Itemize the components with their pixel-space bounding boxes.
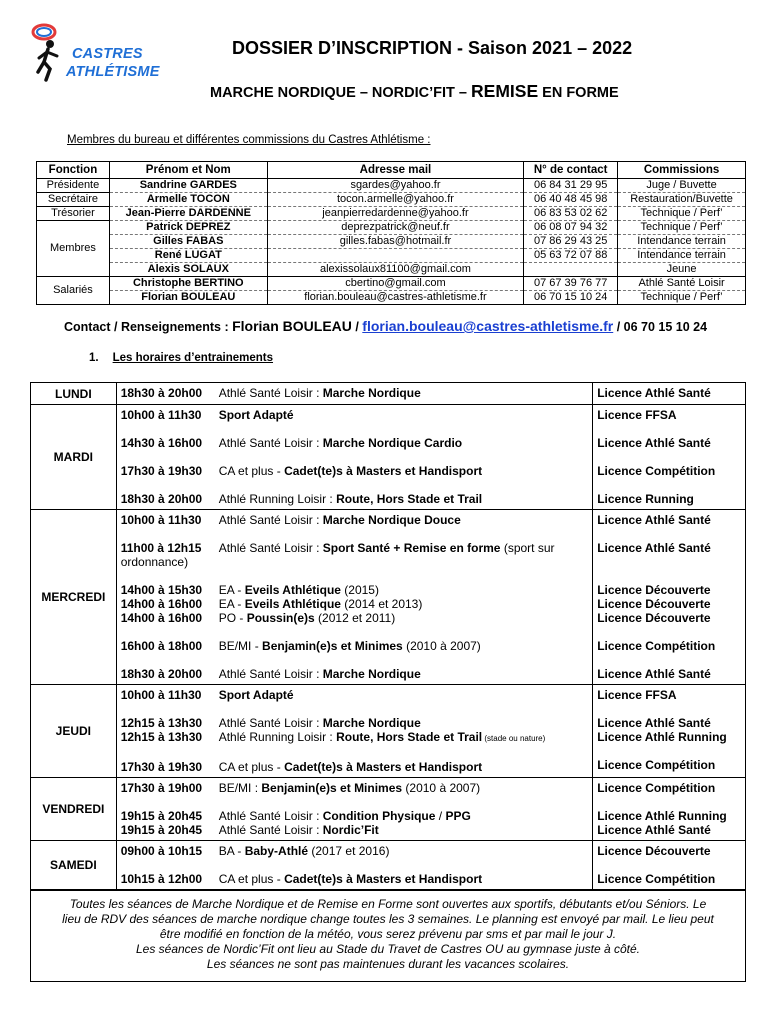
session bbox=[121, 667, 589, 681]
licence: Licence Compétition bbox=[597, 758, 716, 772]
sessions-cell bbox=[116, 841, 593, 890]
session-activity: Marche Nordique bbox=[322, 667, 421, 681]
licence: Licence Athlé Running bbox=[597, 809, 727, 823]
licence: Licence Découverte bbox=[597, 583, 711, 597]
contact-email-link[interactable]: florian.bouleau@castres-athletisme.fr bbox=[362, 318, 614, 334]
name-cell: Armelle TOCON bbox=[109, 193, 267, 207]
licence: Licence Compétition bbox=[597, 872, 716, 886]
session bbox=[121, 386, 589, 400]
email-cell: alexissolaux81100@gmail.com bbox=[267, 263, 524, 277]
session-label: CA et plus - bbox=[218, 872, 285, 886]
email-cell: tocon.armelle@yahoo.fr bbox=[267, 193, 524, 207]
table-row bbox=[37, 235, 746, 249]
session-label: Athlé Running Loisir : bbox=[218, 730, 337, 744]
session-note: (stade ou nature) bbox=[482, 734, 546, 743]
name-cell: René LUGAT bbox=[109, 249, 267, 263]
footer-line: Toutes les séances de Marche Nordique et de Remise en Forme sont ouvertes aux sportifs, débutants et/ou Séniors. Le bbox=[69, 897, 707, 911]
schedule-row bbox=[31, 841, 746, 890]
session-time: 10h00 à 11h30 bbox=[120, 688, 202, 702]
commission-cell: Juge / Buvette bbox=[618, 179, 746, 193]
session-label: EA - bbox=[218, 583, 245, 597]
phone-cell: 07 86 29 43 25 bbox=[524, 235, 618, 249]
schedule-row bbox=[31, 510, 746, 685]
session-time: 10h00 à 11h30 bbox=[120, 408, 202, 422]
session bbox=[121, 597, 589, 611]
document-subtitle bbox=[210, 81, 619, 102]
licence: Licence Running bbox=[597, 492, 694, 506]
session bbox=[121, 716, 589, 730]
session-activity: Marche Nordique bbox=[322, 716, 421, 730]
sessions-cell bbox=[116, 383, 593, 405]
commission-cell: Jeune bbox=[618, 263, 746, 277]
table-row bbox=[37, 263, 746, 277]
session-label: Athlé Santé Loisir : bbox=[218, 809, 323, 823]
footer-line: lieu de RDV des séances de marche nordique change toutes les 3 semaines. Le planning est envoyé par mail. Le lieu peut bbox=[62, 912, 714, 926]
licence: Licence FFSA bbox=[597, 408, 677, 422]
session-time: 14h00 à 16h00 bbox=[120, 597, 203, 611]
footer-notes bbox=[30, 890, 746, 982]
session-label: CA et plus - bbox=[218, 760, 285, 774]
licence: Licence Athlé Santé bbox=[597, 436, 711, 450]
section-number: 1. bbox=[89, 352, 99, 364]
licence-cell bbox=[593, 383, 746, 405]
licence: Licence Athlé Santé bbox=[597, 667, 711, 681]
name-cell: Alexis SOLAUX bbox=[109, 263, 267, 277]
phone-cell: 05 63 72 07 88 bbox=[524, 249, 618, 263]
contact-label: Contact / Renseignements : bbox=[64, 320, 233, 334]
session-activity: Cadet(te)s à Masters et Handisport bbox=[284, 464, 483, 478]
members-intro: Membres du bureau et différentes commissions du Castres Athlétisme : bbox=[67, 134, 431, 146]
footer-line: Les séances de Nordic’Fit ont lieu au Stade du Travet de Castres OU au gymnase juste à côté. bbox=[135, 942, 641, 956]
contact-sep: / bbox=[351, 320, 363, 334]
session-note: (2014 et 2013) bbox=[340, 597, 423, 611]
schedule-row bbox=[31, 383, 746, 405]
session-note: (2015) bbox=[340, 583, 379, 597]
licence: Licence Athlé Running bbox=[597, 730, 727, 744]
members-header-row bbox=[37, 162, 746, 179]
footer-line: être modifié en fonction de la météo, vous serez prévenu par sms et par mail le jour J. bbox=[159, 927, 617, 941]
header-email: Adresse mail bbox=[267, 162, 524, 179]
session-label: EA - bbox=[218, 597, 245, 611]
session-time: 17h30 à 19h30 bbox=[120, 760, 203, 774]
document-title: DOSSIER D’INSCRIPTION - Saison 2021 – 2022 bbox=[232, 38, 633, 58]
email-cell bbox=[267, 249, 524, 263]
session-label: Athlé Santé Loisir : bbox=[218, 667, 323, 681]
licence-cell bbox=[593, 510, 746, 685]
session-activity: Baby-Athlé bbox=[244, 844, 309, 858]
session-activity: Marche Nordique Cardio bbox=[322, 436, 463, 450]
licence: Licence Athlé Santé bbox=[597, 716, 711, 730]
session-label: Athlé Santé Loisir : bbox=[218, 716, 323, 730]
commission-cell: Restauration/Buvette bbox=[618, 193, 746, 207]
licence: Licence Athlé Santé bbox=[597, 386, 711, 400]
licence-cell bbox=[593, 841, 746, 890]
session-time: 18h30 à 20h00 bbox=[120, 492, 203, 506]
licence-cell bbox=[593, 778, 746, 841]
members-table bbox=[36, 161, 746, 305]
session-activity: Sport Adapté bbox=[218, 688, 294, 702]
header-commissions: Commissions bbox=[618, 162, 746, 179]
sessions-cell bbox=[116, 778, 593, 841]
table-row bbox=[37, 291, 746, 305]
session-time: 12h15 à 13h30 bbox=[120, 730, 203, 744]
session-activity: Sport Santé + Remise en forme bbox=[322, 541, 501, 555]
licence: Licence FFSA bbox=[597, 688, 677, 702]
email-cell: sgardes@yahoo.fr bbox=[267, 179, 524, 193]
section-title: Les horaires d’entrainements bbox=[112, 352, 274, 364]
day-vendredi: VENDREDI bbox=[31, 778, 117, 841]
licence: Licence Athlé Santé bbox=[597, 541, 711, 555]
fonction-cell: Secrétaire bbox=[37, 193, 110, 207]
session bbox=[121, 872, 589, 886]
schedule-row bbox=[31, 685, 746, 778]
fonction-cell: Trésorier bbox=[37, 207, 110, 221]
session bbox=[121, 611, 589, 625]
table-row bbox=[37, 193, 746, 207]
session-note: (2010 à 2007) bbox=[402, 781, 481, 795]
email-cell: florian.bouleau@castres-athletisme.fr bbox=[267, 291, 524, 305]
licence-cell bbox=[593, 685, 746, 778]
commission-cell: Athlé Santé Loisir bbox=[618, 277, 746, 291]
session-note: (2010 à 2007) bbox=[402, 639, 481, 653]
session-label: BE/MI : bbox=[218, 781, 262, 795]
session-note: (sport sur bbox=[500, 541, 555, 555]
header-nom: Prénom et Nom bbox=[109, 162, 267, 179]
header-fonction: Fonction bbox=[37, 162, 110, 179]
session bbox=[121, 730, 589, 746]
session-activity: PPG bbox=[445, 809, 471, 823]
licence: Licence Découverte bbox=[597, 611, 711, 625]
session-activity: Eveils Athlétique bbox=[244, 597, 341, 611]
day-samedi: SAMEDI bbox=[31, 841, 117, 890]
email-cell: gilles.fabas@hotmail.fr bbox=[267, 235, 524, 249]
session bbox=[121, 513, 589, 527]
sessions-cell bbox=[116, 510, 593, 685]
table-row bbox=[37, 207, 746, 221]
session-time: 14h00 à 15h30 bbox=[120, 583, 203, 597]
subtitle-part-b: REMISE bbox=[471, 81, 539, 101]
name-cell: Christophe BERTINO bbox=[109, 277, 267, 291]
name-cell: Florian BOULEAU bbox=[109, 291, 267, 305]
licence: Licence Compétition bbox=[597, 639, 716, 653]
phone-cell: 07 67 39 76 77 bbox=[524, 277, 618, 291]
session-time: 18h30 à 20h00 bbox=[120, 386, 203, 400]
session-activity: Cadet(te)s à Masters et Handisport bbox=[284, 872, 483, 886]
session-label: Athlé Santé Loisir : bbox=[218, 823, 323, 837]
session bbox=[121, 760, 589, 774]
session-label: BE/MI - bbox=[218, 639, 263, 653]
contact-line bbox=[64, 318, 707, 334]
name-cell: Jean-Pierre DARDENNE bbox=[109, 207, 267, 221]
fonction-cell: Membres bbox=[37, 221, 110, 277]
table-row bbox=[37, 179, 746, 193]
session-label: PO - bbox=[218, 611, 247, 625]
commission-cell: Technique / Perf’ bbox=[618, 207, 746, 221]
section-heading bbox=[89, 352, 273, 364]
commission-cell: Technique / Perf’ bbox=[618, 221, 746, 235]
session-time: 14h30 à 16h00 bbox=[120, 436, 203, 450]
day-jeudi: JEUDI bbox=[31, 685, 117, 778]
footer-line: Les séances ne sont pas maintenues durant les vacances scolaires. bbox=[206, 957, 570, 971]
phone-cell: 06 70 15 10 24 bbox=[524, 291, 618, 305]
phone-cell bbox=[524, 263, 618, 277]
licence: Licence Athlé Santé bbox=[597, 513, 711, 527]
session bbox=[121, 492, 589, 506]
session bbox=[121, 583, 589, 597]
session-time: 18h30 à 20h00 bbox=[120, 667, 203, 681]
session-label: Athlé Santé Loisir : bbox=[218, 436, 323, 450]
commission-cell: Intendance terrain bbox=[618, 249, 746, 263]
licence-cell bbox=[593, 405, 746, 510]
session bbox=[121, 541, 589, 555]
session-note: (2017 et 2016) bbox=[308, 844, 390, 858]
email-cell: cbertino@gmail.com bbox=[267, 277, 524, 291]
session-time: 19h15 à 20h45 bbox=[120, 809, 203, 823]
session-note: (2012 et 2011) bbox=[314, 611, 396, 625]
session-time: 17h30 à 19h00 bbox=[120, 781, 203, 795]
session-sep: / bbox=[435, 809, 446, 823]
commission-cell: Technique / Perf’ bbox=[618, 291, 746, 305]
fonction-cell: Présidente bbox=[37, 179, 110, 193]
contact-phone: / 06 70 15 10 24 bbox=[613, 320, 708, 334]
day-lundi: LUNDI bbox=[31, 383, 117, 405]
table-row bbox=[37, 221, 746, 235]
session-label: CA et plus - bbox=[218, 464, 285, 478]
session-time: 14h00 à 16h00 bbox=[120, 611, 203, 625]
name-cell: Sandrine GARDES bbox=[109, 179, 267, 193]
session bbox=[121, 464, 589, 478]
commission-cell: Intendance terrain bbox=[618, 235, 746, 249]
session-label: Athlé Santé Loisir : bbox=[218, 513, 323, 527]
session-label: Athlé Santé Loisir : bbox=[218, 386, 323, 400]
session-activity: Marche Nordique bbox=[322, 386, 421, 400]
session bbox=[121, 408, 589, 422]
session bbox=[121, 781, 589, 795]
session-note-continued: ordonnance) bbox=[120, 555, 189, 569]
schedule-row bbox=[31, 405, 746, 510]
licence: Licence Découverte bbox=[597, 844, 711, 858]
phone-cell: 06 83 53 02 62 bbox=[524, 207, 618, 221]
session-time: 11h00 à 12h15 bbox=[120, 541, 202, 555]
sessions-cell bbox=[116, 405, 593, 510]
table-row bbox=[37, 249, 746, 263]
session bbox=[121, 639, 589, 653]
subtitle-part-c: EN FORME bbox=[538, 85, 619, 101]
schedule-row bbox=[31, 778, 746, 841]
session-time: 17h30 à 19h30 bbox=[120, 464, 203, 478]
contact-name: Florian BOULEAU bbox=[232, 318, 352, 334]
session bbox=[121, 436, 589, 450]
session-time: 19h15 à 20h45 bbox=[120, 823, 203, 837]
session-time: 10h00 à 11h30 bbox=[120, 513, 202, 527]
sessions-cell bbox=[116, 685, 593, 778]
table-row bbox=[37, 277, 746, 291]
phone-cell: 06 84 31 29 95 bbox=[524, 179, 618, 193]
email-cell: jeanpierredardenne@yahoo.fr bbox=[267, 207, 524, 221]
session-time: 12h15 à 13h30 bbox=[120, 716, 203, 730]
subtitle-part-a: MARCHE NORDIQUE – NORDIC’FIT – bbox=[210, 85, 472, 101]
session-time: 09h00 à 10h15 bbox=[120, 844, 203, 858]
name-cell: Patrick DEPREZ bbox=[109, 221, 267, 235]
session-activity: Cadet(te)s à Masters et Handisport bbox=[284, 760, 483, 774]
header-contact: N° de contact bbox=[524, 162, 618, 179]
name-cell: Gilles FABAS bbox=[109, 235, 267, 249]
licence: Licence Compétition bbox=[597, 464, 716, 478]
licence: Licence Compétition bbox=[597, 781, 716, 795]
licence: Licence Athlé Santé bbox=[597, 823, 711, 837]
session bbox=[121, 823, 589, 837]
phone-cell: 06 40 48 45 98 bbox=[524, 193, 618, 207]
session-label: Athlé Santé Loisir : bbox=[218, 541, 323, 555]
session-time: 16h00 à 18h00 bbox=[120, 639, 203, 653]
session-time: 10h15 à 12h00 bbox=[120, 872, 203, 886]
session-activity: Benjamin(e)s et Minimes bbox=[262, 639, 403, 653]
logo-text-line1: CASTRES bbox=[72, 46, 143, 62]
session-activity: Sport Adapté bbox=[218, 408, 294, 422]
session bbox=[121, 809, 589, 823]
phone-cell: 06 08 07 94 32 bbox=[524, 221, 618, 235]
licence: Licence Découverte bbox=[597, 597, 711, 611]
session-activity: Nordic’Fit bbox=[322, 823, 379, 837]
session-activity: Route, Hors Stade et Trail bbox=[336, 730, 483, 744]
session-activity: Poussin(e)s bbox=[246, 611, 315, 625]
day-mardi: MARDI bbox=[31, 405, 117, 510]
club-logo bbox=[30, 22, 180, 84]
session-activity: Route, Hors Stade et Trail bbox=[336, 492, 483, 506]
schedule-table bbox=[30, 382, 746, 890]
logo-text-line2: ATHLÉTISME bbox=[66, 64, 160, 80]
fonction-cell: Salariés bbox=[37, 277, 110, 305]
session-label: Athlé Running Loisir : bbox=[218, 492, 337, 506]
day-mercredi: MERCREDI bbox=[31, 510, 117, 685]
session bbox=[121, 844, 589, 858]
session bbox=[121, 688, 589, 702]
session-activity: Eveils Athlétique bbox=[244, 583, 341, 597]
session-activity: Condition Physique bbox=[322, 809, 436, 823]
session-label: BA - bbox=[218, 844, 245, 858]
session-activity: Benjamin(e)s et Minimes bbox=[261, 781, 403, 795]
session-activity: Marche Nordique Douce bbox=[322, 513, 461, 527]
email-cell: deprezpatrick@neuf.fr bbox=[267, 221, 524, 235]
